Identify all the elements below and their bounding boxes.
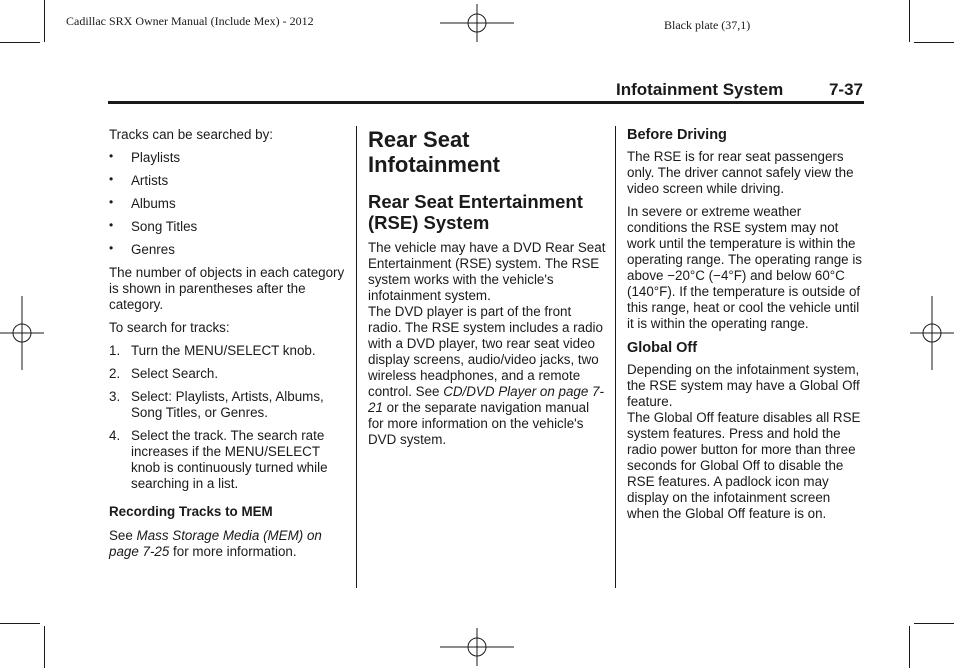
registration-mark-right-icon [910,296,954,370]
list-item: • Albums [109,195,176,211]
subheading: Recording Tracks to MEM [109,504,273,519]
page-number: 7-37 [828,80,863,99]
cross-reference-link[interactable]: Mass Storage Media (MEM) on page 7-25 [109,528,322,559]
column-1 [109,127,349,560]
list-item: • Playlists [109,149,181,165]
section-header [616,80,863,100]
step-item: 1. Turn the MENU/SELECT knob. [109,343,316,358]
cross-reference-link[interactable]: CD/DVD Player on page 7-21 [368,384,604,415]
list-item: • Artists [109,172,169,188]
plate-label: Black plate (37,1) [664,18,751,32]
crop-mark-tl-h [0,42,40,43]
list-item: • Song Titles [109,218,198,234]
subheading: Global Off [627,340,698,356]
paragraph: In severe or extreme weather conditions the RSE system may not work until the temperature is within the operating range. The operating range is above −20°C (−4°F) and below 60°C (140°F). If the temperature is outside of this range, heat or cool the vehicle until it is within the operating range. [627,204,862,331]
crop-mark-tr-h [914,42,954,43]
crop-mark-br-v [909,626,910,668]
column-3 [627,127,863,522]
list-item: • Genres [109,241,175,257]
registration-mark-top-icon [440,4,514,42]
paragraph: To search for tracks: [109,320,230,335]
paragraph: The RSE is for rear seat passengers only. The driver cannot safely view the video screen while driving. [627,149,854,196]
paragraph: The Global Off feature disables all RSE system features. Press and hold the radio power button for more than three seconds for Global Off to disable the RSE features. A padlock icon may display on the infotainment screen when the Global Off feature is on. [627,410,861,521]
subheading: Before Driving [627,127,727,143]
column-divider-1 [356,126,357,588]
paragraph: The vehicle may have a DVD Rear Seat Entertainment (RSE) system. The RSE system works with the vehicle's infotainment system. [368,240,606,303]
header-rule [108,101,864,104]
section-subtitle: Rear Seat Entertainment (RSE) System [368,191,583,233]
crop-mark-bl-v [44,626,45,668]
search-intro: Tracks can be searched by: [109,127,273,142]
crop-mark-br-h [914,623,954,624]
reference-paragraph: See Mass Storage Media (MEM) on page 7-25 for more information. [109,528,322,559]
book-title: Cadillac SRX Owner Manual (Include Mex) - 2012 [66,14,314,28]
section-name: Infotainment System [616,80,784,99]
crop-mark-bl-h [0,623,40,624]
step-item: 3. Select: Playlists, Artists, Albums, Song Titles, or Genres. [109,389,324,420]
crop-mark-tl-v [44,0,45,42]
column-2 [368,127,606,448]
step-item: 4. Select the track. The search rate increases if the MENU/SELECT knob is continuously turned while searching in a list. [109,428,328,491]
column-divider-2 [615,126,616,588]
paragraph: Depending on the infotainment system, the RSE system may have a Global Off feature. [627,362,860,409]
step-item: 2. Select Search. [109,366,219,381]
paragraph: The DVD player is part of the front radio. The RSE system includes a radio with a DVD player, two rear seat video display screens, audio/video jacks, two wireless headphones, and a remote control. See CD/DVD Player on page 7-21 or the separate navigation manual for more information on the vehicle's DVD system. [368,304,604,447]
registration-mark-bottom-icon [440,628,514,666]
page-title: Rear Seat Infotainment [368,127,500,177]
registration-mark-left-icon [0,296,44,370]
crop-mark-tr-v [909,0,910,42]
paragraph: The number of objects in each category is shown in parentheses after the category. [109,265,345,312]
